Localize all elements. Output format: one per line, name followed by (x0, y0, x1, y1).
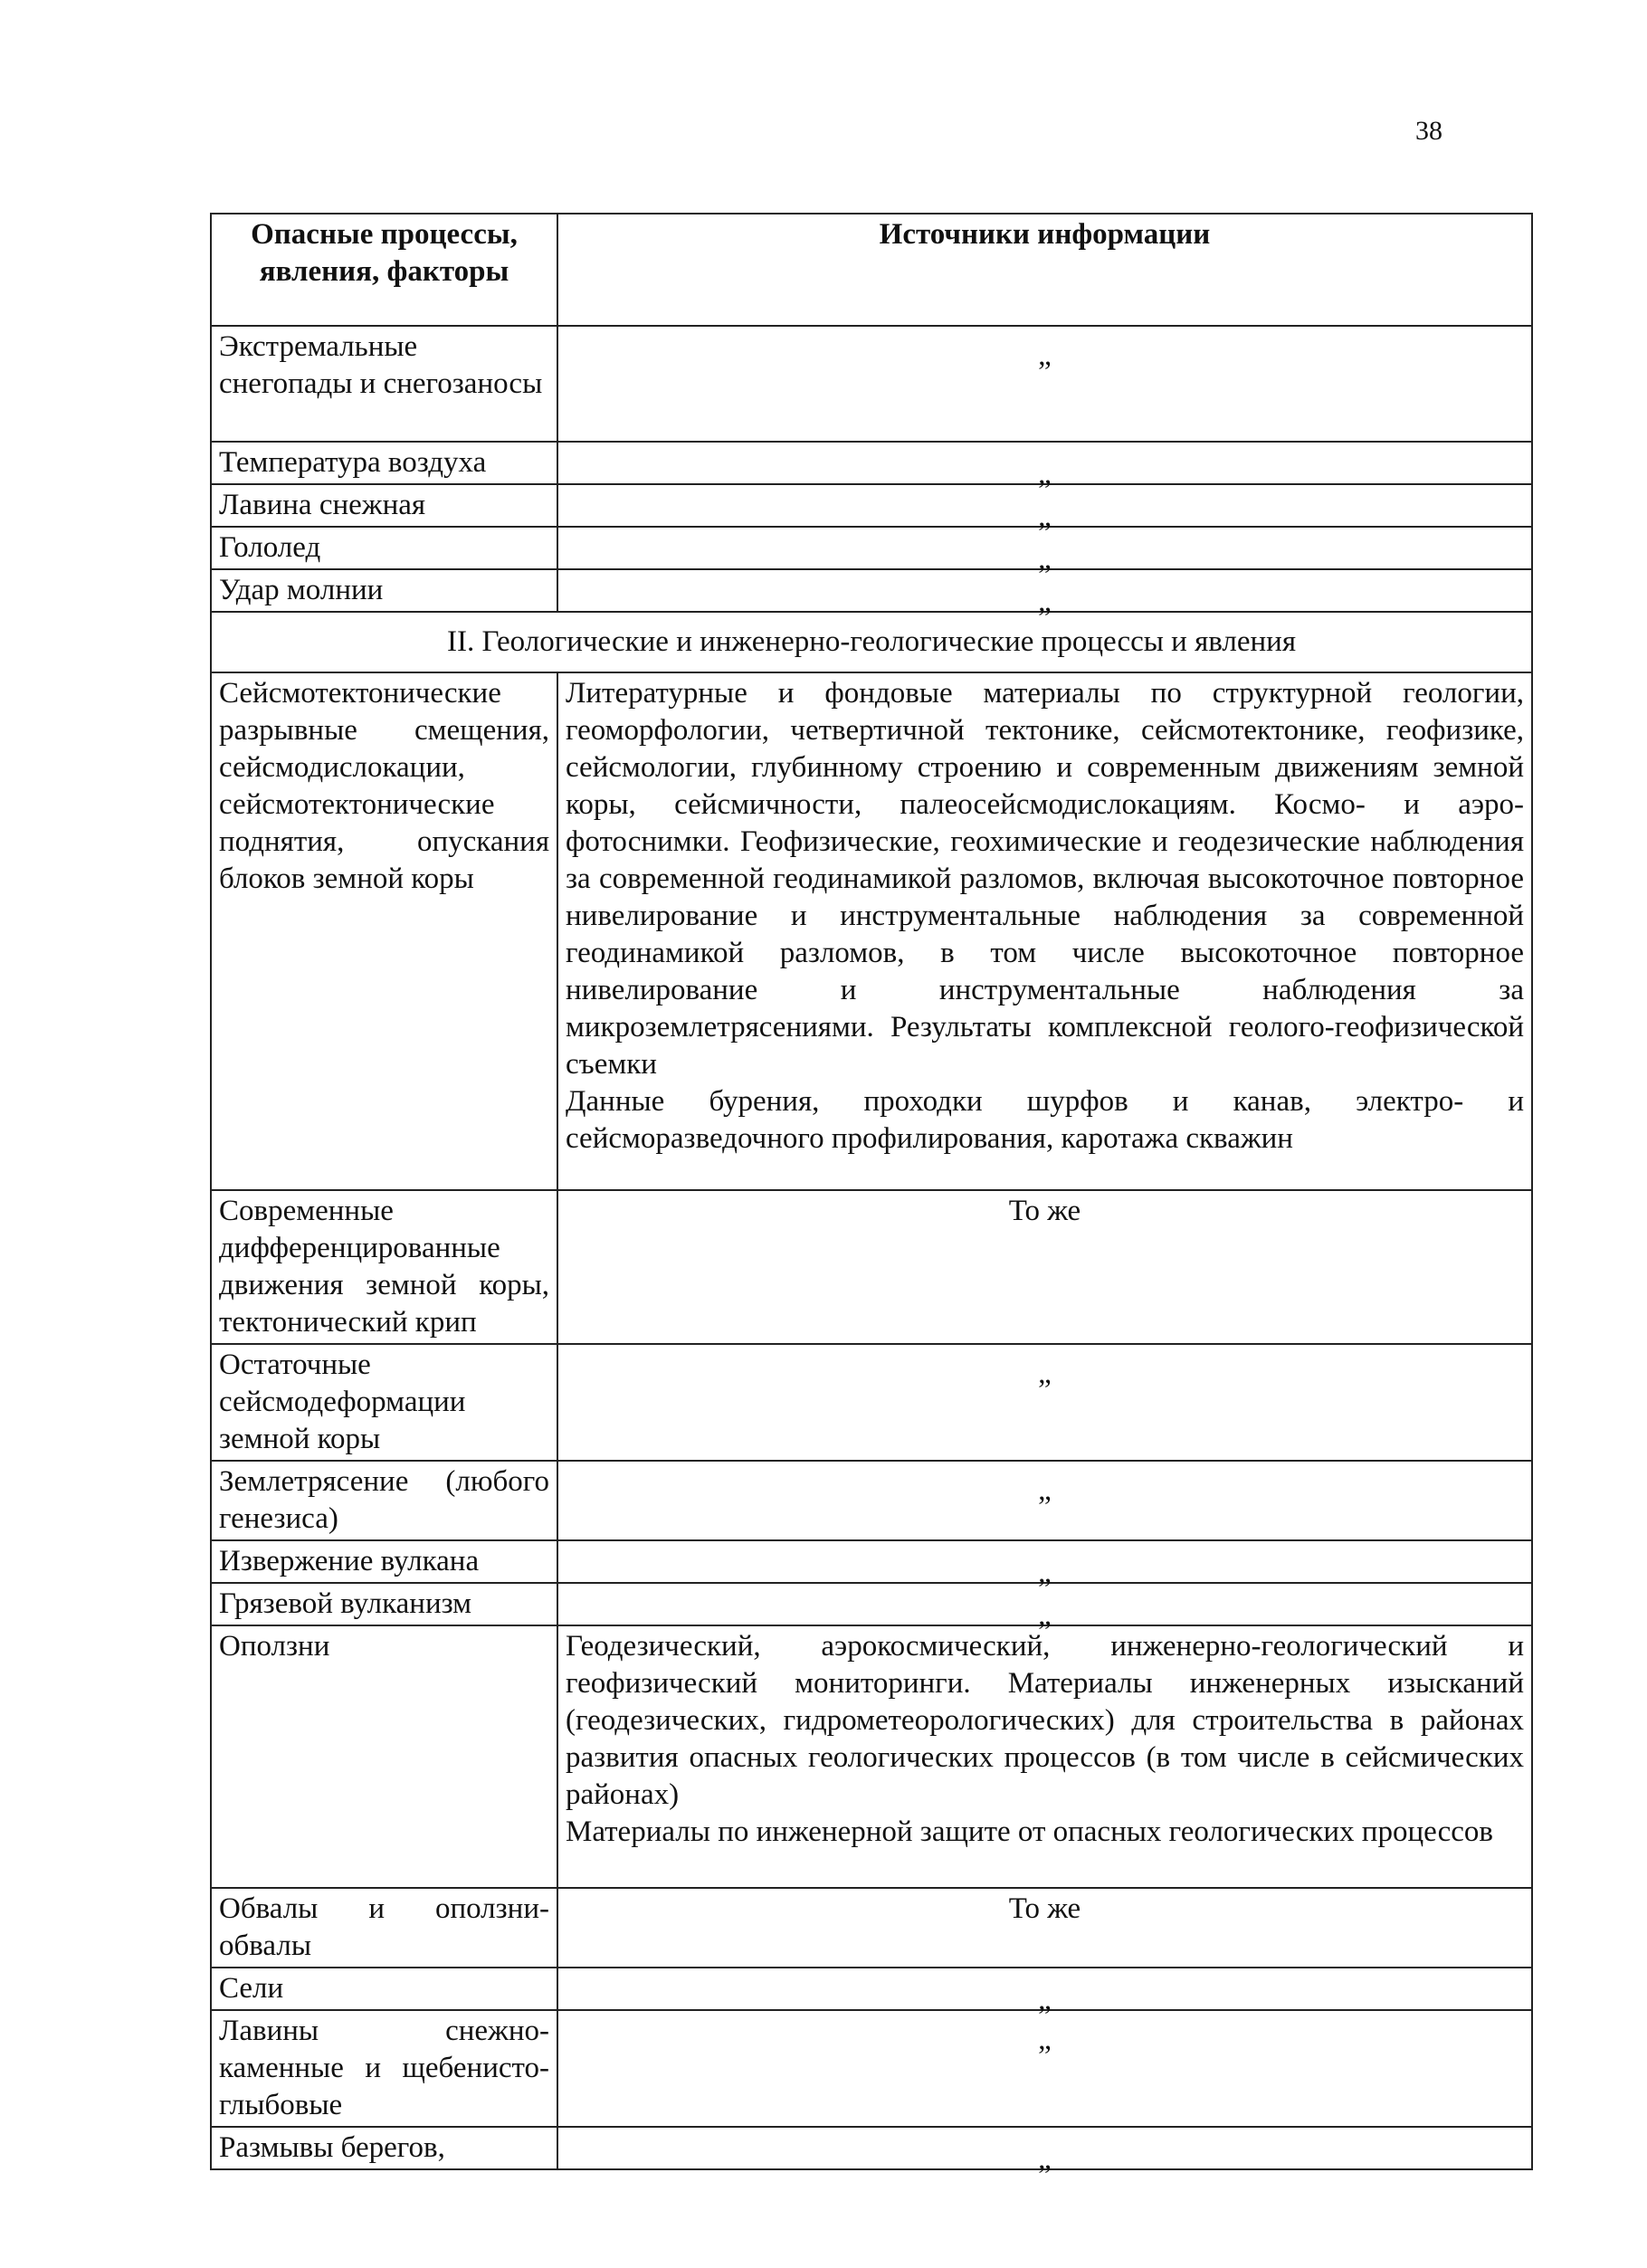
source-paragraph: Данные бурения, проходки шурфов и канав, электро- и сейсморазведочного профилирования, каротажа скважин (566, 1085, 1524, 1155)
section-row (211, 612, 1532, 672)
source-cell: „ (557, 1583, 1532, 1625)
source-cell: „ (557, 1461, 1532, 1540)
source-cell: „ (557, 1344, 1532, 1461)
hazard-cell: Сели (211, 1968, 557, 2010)
source-cell (557, 1625, 1532, 1888)
hazard-cell: Температура воздуха (211, 442, 557, 484)
hazard-cell: Обвалы и оползни-обвалы (211, 1888, 557, 1968)
header-sources: Источники информации (557, 214, 1532, 326)
table-row (211, 1888, 1532, 1968)
header-hazards: Опасные процессы, явления, факторы (211, 214, 557, 326)
table-row (211, 1461, 1532, 1540)
hazard-cell: Гололед (211, 527, 557, 569)
source-cell: „ (557, 527, 1532, 569)
table-row (211, 672, 1532, 1190)
table-row (211, 2127, 1532, 2169)
source-cell: „ (557, 442, 1532, 484)
hazards-table (210, 213, 1533, 2176)
hazard-cell: Остаточные сейсмодеформации земной коры (211, 1344, 557, 1461)
hazard-cell: Оползни (211, 1625, 557, 1888)
hazard-cell: Размывы берегов, (211, 2127, 557, 2169)
source-cell: „ (557, 326, 1532, 442)
table-row (211, 2010, 1532, 2127)
source-cell: „ (557, 1540, 1532, 1583)
hazard-cell: Лавины снежно-каменные и щебенисто-глыбовые (211, 2010, 557, 2127)
section-title: II. Геологические и инженерно-геологические процессы и явления (211, 612, 1532, 672)
source-cell (557, 672, 1532, 1190)
source-cell: „ (557, 569, 1532, 612)
table-row (211, 1344, 1532, 1461)
table-row (211, 1968, 1532, 2010)
source-cell: „ (557, 484, 1532, 527)
hazard-cell: Экстремальные снегопады и снегозаносы (211, 326, 557, 442)
source-cell: „ (557, 2127, 1532, 2169)
hazard-cell: Грязевой вулканизм (211, 1583, 557, 1625)
table-row (211, 484, 1532, 527)
hazard-cell: Сейсмотектонические разрывные смещения, сейсмодислокации, сейсмотектонические поднятия, опускания блоков земной коры (211, 672, 557, 1190)
hazard-cell: Извержение вулкана (211, 1540, 557, 1583)
table-row (211, 442, 1532, 484)
source-cell: „ (557, 1968, 1532, 2010)
hazard-cell: Землетрясение (любого генезиса) (211, 1461, 557, 1540)
source-paragraph: Материалы по инженерной защите от опасных геологических процессов (566, 1815, 1493, 1848)
table-row (211, 1625, 1532, 1888)
page-number: 38 (1415, 116, 1442, 146)
table-row (211, 569, 1532, 612)
table-row (211, 1583, 1532, 1625)
source-paragraph: Литературные и фондовые материалы по структурной геологии, геоморфологии, четвертичной тектонике, сейсмотектонике, геофизике, сейсмологии, глубинному строению и современным движениям земной коры, сейсмичности, палеосейсмодислокациям. Космо- и аэро- фотоснимки. Геофизические, геохимические и геодезические наблюдения за современной геодинамикой разломов, включая высокоточное повторное нивелирование и инструментальные наблюдения за современной геодинамикой разломов, в том числе высокоточное повторное нивелирование и инструментальные наблюдения за микроземлетрясениями. Результаты комплексной геолого-геофизической съемки (566, 677, 1524, 1081)
source-cell: „ (557, 2010, 1532, 2127)
source-cell: То же (557, 1190, 1532, 1344)
hazard-cell: Удар молнии (211, 569, 557, 612)
source-cell: То же (557, 1888, 1532, 1968)
table-row (211, 1540, 1532, 1583)
table-row (211, 527, 1532, 569)
table-row (211, 326, 1532, 442)
table-header-row (211, 214, 1532, 326)
table-row (211, 1190, 1532, 1344)
hazard-cell: Лавина снежная (211, 484, 557, 527)
hazard-cell: Современные дифференцированные движения земной коры, тектонический крип (211, 1190, 557, 1344)
source-paragraph: Геодезический, аэрокосмический, инженерно-геологический и геофизический мониторинги. Материалы инженерных изысканий (геодезических, гидрометеорологических) для строительства в районах развития опасных геологических процессов (в том числе в сейсмических районах) (566, 1630, 1524, 1811)
